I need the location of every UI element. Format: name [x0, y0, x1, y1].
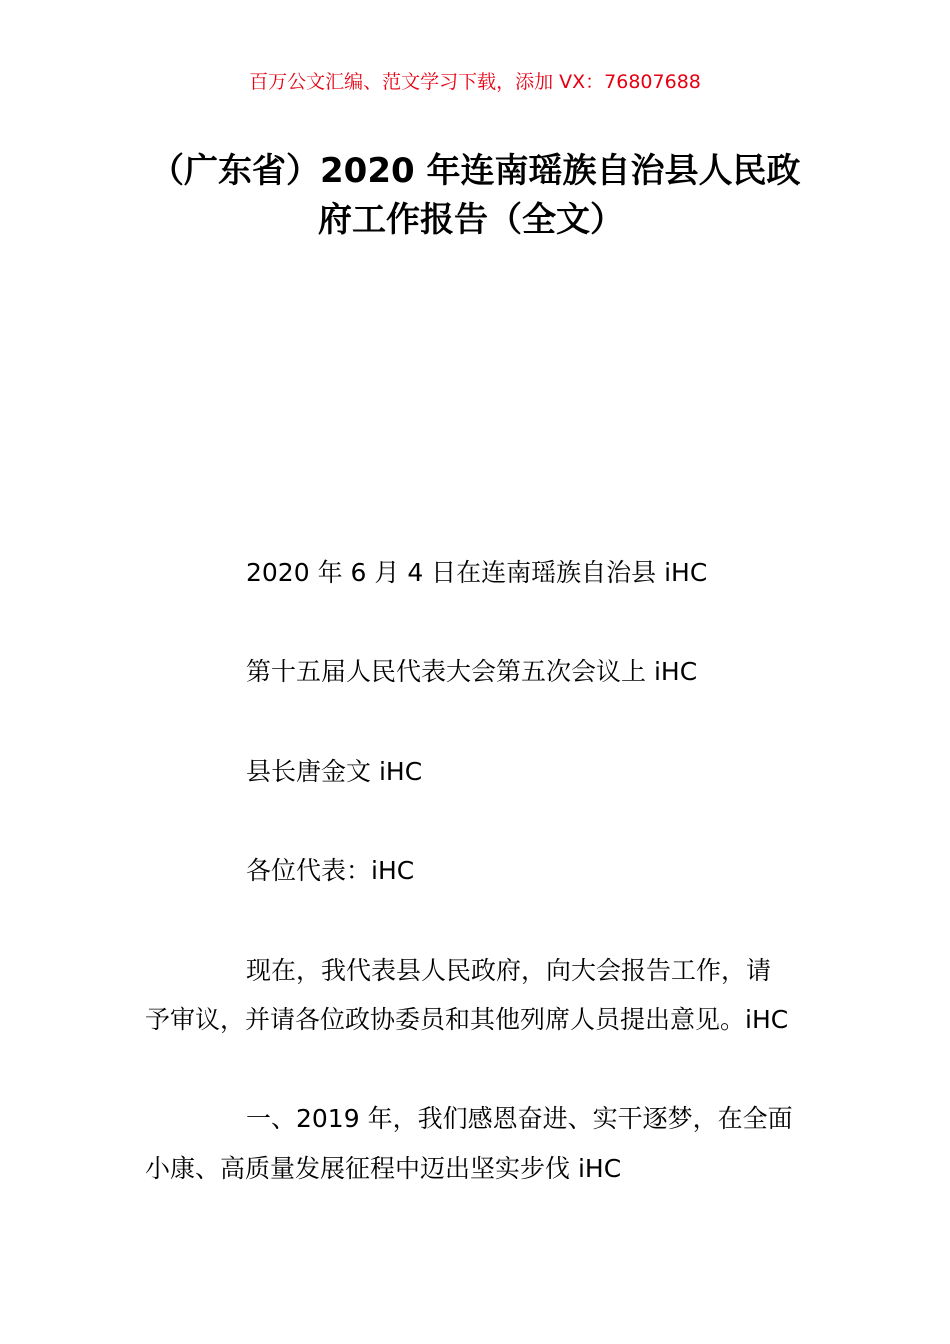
- paragraph-1-line-2: 予审议，并请各位政协委员和其他列席人员提出意见。iHC: [145, 1005, 789, 1034]
- paragraph-1-line-1: 现在，我代表县人民政府，向大会报告工作，请: [246, 956, 772, 985]
- header-note: 百万公文汇编、范文学习下载，添加 VX：76807688: [249, 71, 701, 93]
- document-title-line-1: （广东省）2020 年连南瑶族自治县人民政: [150, 151, 801, 191]
- meeting-line: 第十五届人民代表大会第五次会议上 iHC: [246, 657, 698, 686]
- paragraph-2-line-1: 一、2019 年，我们感恩奋进、实干逐梦，在全面: [246, 1104, 793, 1133]
- paragraph-2-line-2: 小康、高质量发展征程中迈出坚实步伐 iHC: [145, 1154, 622, 1183]
- speaker-line: 县长唐金文 iHC: [246, 757, 423, 786]
- greeting-line: 各位代表：iHC: [246, 856, 415, 885]
- document-title-line-2: 府工作报告（全文）: [318, 200, 624, 240]
- date-line: 2020 年 6 月 4 日在连南瑶族自治县 iHC: [246, 558, 708, 587]
